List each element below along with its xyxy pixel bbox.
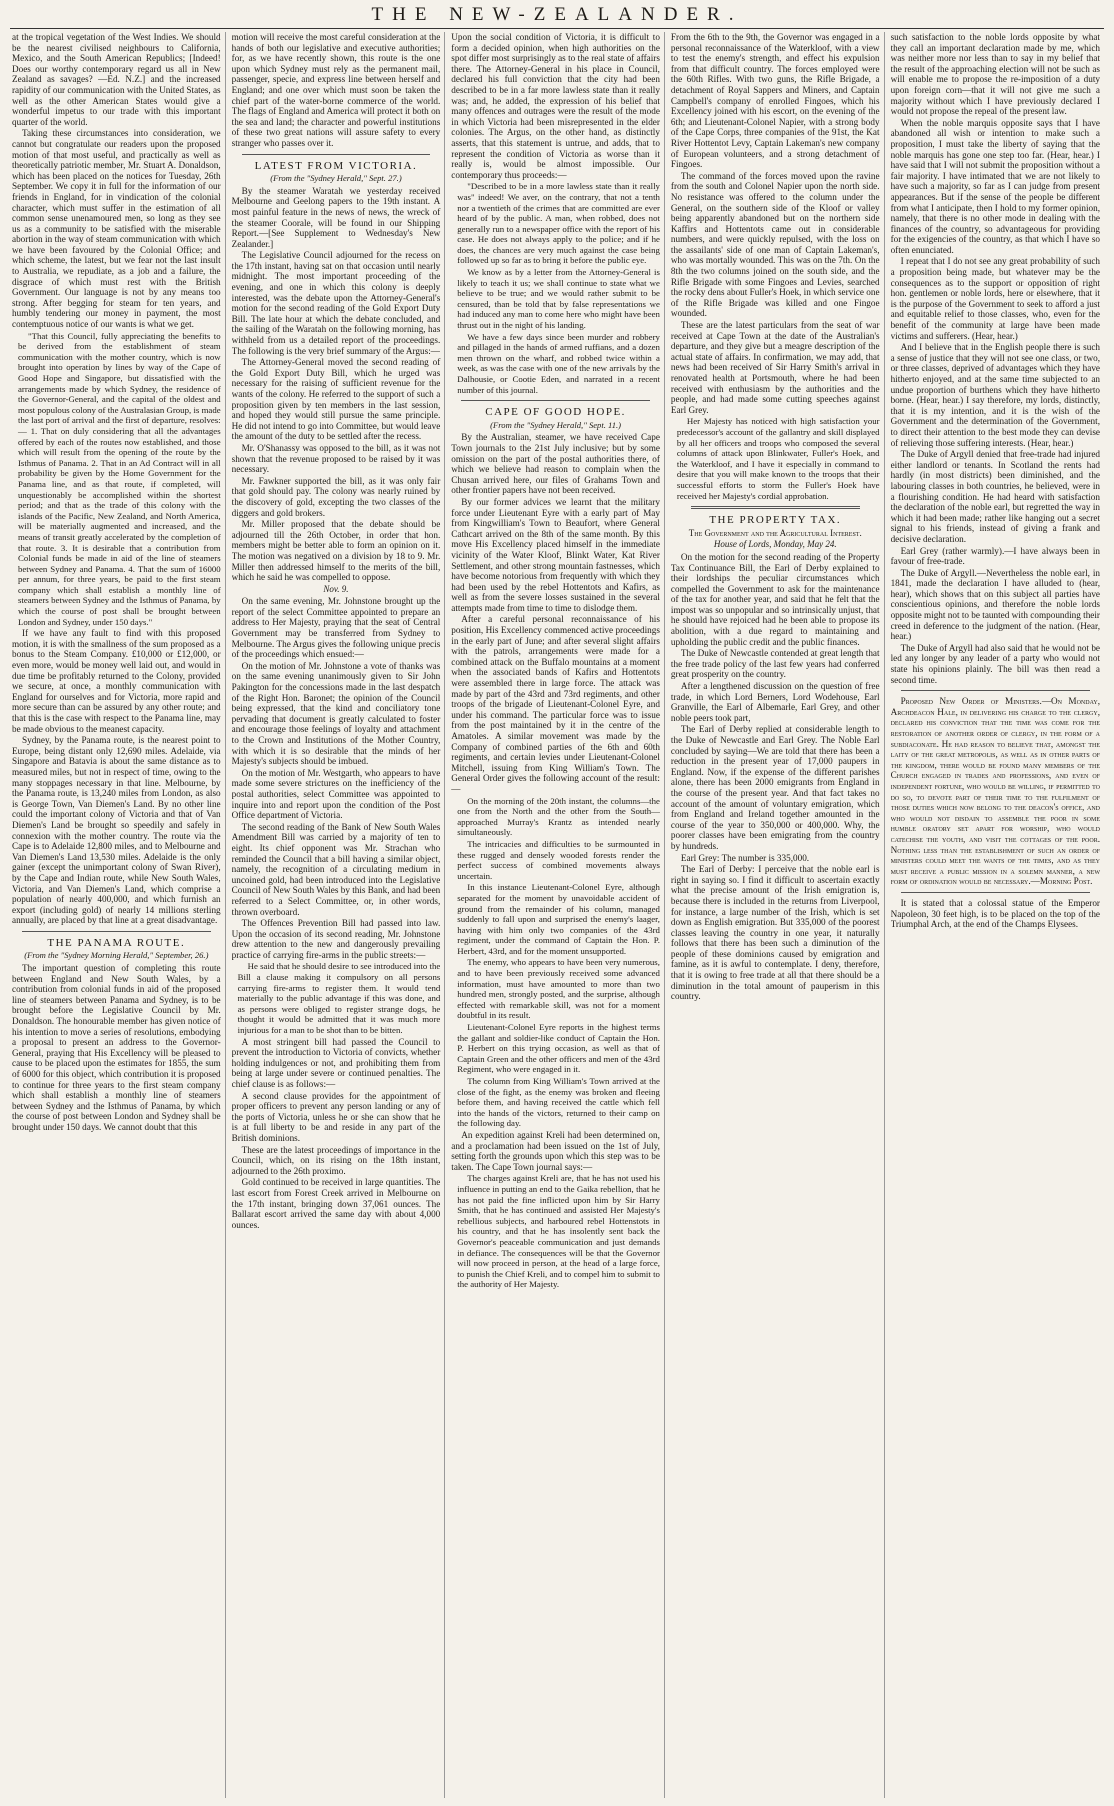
dateline: House of Lords, Monday, May 24. bbox=[713, 539, 837, 550]
paragraph: And I believe that in the English people there is such a sense of justice that they will not see one class, or two, or three classes, deprived of advantages which they have hitherto enjoyed, and at the same time subjected to an undue proportion of burthens which they have hitherto borne. (Hear, hear.) I say therefore, my lords, distinctly, that it is my intention, and it is the wish of the Government and the determination of the Government, to direct their attention to the best mode they can devise of relieving those suffering interests. (Hear, hear.) bbox=[890, 342, 1100, 448]
paragraph: Earl Grey (rather warmly).—I have always been in favour of free-trade. bbox=[890, 545, 1100, 567]
paragraph: Taking these circumstances into consideration, we cannot but congratulate our readers upon the proposed motion of that most useful, and practically as well as theoretically patriotic member, Mr. Stuart A. Donaldson, which has been placed on the notices for Tuesday, 26th September. We copy it in full for the information of our friends in England, for in vindication of the colonial character, which must suffer in the estimation of all common sense unenamoured men, so long as they see us as a community to be satisfied with the miserable abortion in the way of steam communication with which we have been favoured by the Colonial Office; and which scheme, the latest, but we fear not the last insult to Australia, we repudiate, as a job and a failure, the disgrace of which must rest with the British Government. Our language is not by any means too strong. After begging for steam for ten years, and humbly tendering our money in payment, the most contemptuous notice of our wants is what we get. bbox=[12, 128, 221, 330]
section-divider bbox=[691, 506, 860, 509]
paragraph: at the tropical vegetation of the West Indies. We should be the nearest civilised neighbours to California, Mexico, and the South American Republics; [Indeed! Does our worthy contemporary regard us all in New Zealand as savages? —Ed. N.Z.] and the increased rapidity of our communication with the United States, as well as the other American States would give a wonderful impetus to our trade with this important quarter of the world. bbox=[12, 32, 221, 127]
article-source: (From the "Sydney Herald," Sept. 11.) bbox=[490, 419, 622, 430]
paragraph: On the same evening, Mr. Johnstone brought up the report of the select Committee appointed to prepare an address to Her Majesty, praying that the seat of Central Government may be transferred from Sydney to Melbourne. The Argus gives the following unique precis of the proceedings which ensued:— bbox=[231, 596, 441, 660]
paragraph: The Attorney-General moved the second reading of the Gold Export Duty Bill, which he urged was necessary for the raising of sufficient revenue for the wants of the colony. He referred to the support of such a proposition given by ten members in the last session, and hoped they would still pursue the same principle. He did not intend to go into Committee, but would leave the amount of the duty to be settled after the recess. bbox=[231, 357, 441, 442]
paragraph: In this instance Lieutenant-Colonel Eyre, although separated for the moment by unavoidable accident of ground from the remainder of his column, managed suddenly to fall upon and surprised the enemy's laager, having with him only two companies of the 43rd regiment, under the command of Captain the Hon. P. Herbert, 43rd, and for the moment unsupported. bbox=[457, 882, 660, 956]
column-5 bbox=[891, 32, 1104, 1798]
paragraph: Earl Grey: The number is 335,000. bbox=[680, 852, 810, 863]
paragraph: From the 6th to the 9th, the Governor was engaged in a personal reconnaissance of the Waterkloof, with a view to test the enemy's strength, and effect his expulsion from that difficult country. The forces employed were the 60th Rifles. With two guns, the Rifle Brigade, a detachment of Royal Sappers and Miners, and Captain Campbell's company of enrolled Fingoes, which his Excellency joined with his escort, on the evening of the 6th; and Lieutenant-Colonel Napier, with a strong body of the Cape Corps, three companies of the 91st, the Kat River Hottentot Levy, Captain Lakeman's new company of European volunteers, and a strong detachment of Fingoes. bbox=[670, 32, 880, 170]
paragraph: After a lengthened discussion on the question of free trade, in which Lord Berners, Lord Wodehouse, Earl Granville, the Earl of Albemarle, Earl Grey, and other noble peers took part, bbox=[670, 681, 880, 723]
paragraph: On the motion of Mr. Johnstone a vote of thanks was on the same evening unanimously given to Sir John Pakington for the concessions made in the last despatch of the Right Hon. Baronet; the opinion of the Council being expressed, that the kind and conciliatory tone pervading that document is greatly calculated to foster and encourage those feelings of loyalty and attachment to the Crown and Institutions of the Mother Country, with which it is so desirable that the minds of her Majesty's subjects should be imbued. bbox=[231, 660, 441, 767]
paragraph: I repeat that I do not see any great probability of such a proposition being made, but whatever may be the consequences as to the support or opposition of right hon. gentlemen or noble lords, here or elsewhere, that it is the purpose of the Government to seek to afford a just and equitable relief to those classes, who, even for the benefit of the community at large have been made victims and sufferers. (Hear, hear.) bbox=[890, 256, 1100, 341]
column-4 bbox=[671, 32, 885, 1798]
paragraph: If we have any fault to find with this proposed motion, it is with the smallness of the sum proposed as a bonus to the Steam Company. £10,000 or £12,000, or even more, would be money well laid out, and would in due time be profitably returned to the Colony, provided we secure, at once, a monthly communication with England for ourselves and for Victoria, more rapid and more secure than can be assured by any other route; and that this is the case with respect to the Panama line, may be made obvious to the meanest capacity. bbox=[12, 628, 221, 734]
paragraph: After a careful personal reconnaissance of his position, His Excellency commenced active proceedings in the early part of June; and after several slight affairs with the patrols, arrangements were made for a combined attack on the Buffalo mountains at a moment when the associated bands of Kafirs and Hottentots were assembled there in large force. The attack was made by part of the 43rd and 73rd regiments, and other troops of the brigade of Lieutenant-Colonel Eyre, and under his command. The particular force was to issue from the post maintained by it in the centre of the Amatoles. A similar movement was made by the Company of combined parties of the 6th and 60th regiments, and certain levies under Lieutenant-Colonel Mitchell, issuing from King William's Town. The General Order gives the following account of the result:— bbox=[451, 614, 660, 794]
paragraph: Proposed New Order of Ministers.—On Monday, Archdeacon Hale, in delivering his charge to the clergy, declared his conviction that the time was come for the restoration of another order of clergy, in the form of a subdiaconate. He had reason to believe that, amongst the laity of the great metropolis, as well as in other parts of the kingdom, there would be found many members of the Church engaged in trades and professions, and even of independent fortune, who would be willing, if permitted to do so, to devote part of their time to the fulfilment of those duties which now belong to the deacon's office, and who would not disdain to assemble the poor in some humble oratory set apart for worship, who would catechise the youth, and visit the cottages of the poor. Nothing less than the establishment of such an order of ministers could meet the wants of the times, and as they must receive a public mission in a solemn manner, a new form of ordination would be necessary.—Morning Post. bbox=[890, 696, 1100, 887]
column-1 bbox=[12, 32, 226, 1798]
column-3 bbox=[451, 32, 665, 1798]
paragraph: Sydney, by the Panama route, is the nearest point to Europe, being distant only 12,690 miles. Adelaide, via Singapore and Batavia is about the same distance as to measured miles, but not in respect of time, owing to the many stoppages necessary in that line. Melbourne, by the Panama route, is 13,240 miles from London, as also is George Town, Van Diemen's Land. By no other line could the important colony of Victoria and that of Van Diemen's Land be brought so speedily and safely in connexion with the mother country. The route via the Cape is to Adelaide 12,800 miles, and to Melbourne and Van Diemen's Land 13,530 miles. Adelaide is the only gainer (except the unimportant colony of Swan River), by the Cape and Indian route, while New South Wales, Victoria, and Van Diemen's Land, which comprise a population of nearly 400,000, and which furnish an export (including gold) of nearly 14 millions sterling annually, are placed by that line at a great disadvantage. bbox=[12, 735, 221, 926]
paragraph: When the noble marquis opposite says that I have abandoned all wish or intention to make such a proposition, I must take the liberty of saying that the noble marquis has gone one step too far. (Hear, hear.) I have said that I will not submit the proposition without a fair majority. I have intimated that we are not likely to have such a majority, so far as I can judge from present appearances. But if the sense of the people be different from what I anticipate, then I hold to my former opinion, namely, that there is no other mode in dealing with the finances of the country, so advantageous for providing for the exigencies of the country, as that which I have so often enunciated. bbox=[890, 117, 1100, 255]
article-heading: LATEST FROM VICTORIA. bbox=[254, 159, 418, 172]
paragraph: These are the latest proceedings of importance in the Council, which, on its rising on the 18th instant, adjourned to the 26th proximo. bbox=[231, 1144, 441, 1176]
section-divider bbox=[901, 892, 1090, 893]
section-divider bbox=[242, 154, 431, 155]
masthead bbox=[0, 4, 1114, 26]
paragraph: The charges against Kreli are, that he has not used his influence in putting an end to the Gaika rebellion, that he has not paid the fine inflicted upon him by Sir Harry Smith, that he has continued and assisted Her Majesty's rebellious subjects, and harboured rebel Hottenstots in his country, and that he has insolently sent back the Governor's peaceable communication and just demands in defiance. The consequences will be that the Governor will now proceed in person, at the head of a large force, to punish the Chief Kreli, and to compel him to submit to the authority of Her Majesty. bbox=[457, 1173, 660, 1290]
dateline: Nov. 9. bbox=[323, 583, 349, 594]
paragraph: such satisfaction to the noble lords opposite by what they call an important declaration made by me, which was neither more nor less than to say in my belief that the result of the approaching election will not be such as will enable me to propose the re-imposition of a duty upon foreign corn—that it will not give me such a majority without which I have previously declared I would not propose the repeal of the present law. bbox=[890, 32, 1100, 117]
paragraph: Upon the social condition of Victoria, it is difficult to form a decided opinion, when high authorities on the spot differ most surprisingly as to the real state of affairs there. The Attorney-General in his place in Council, declared his full conviction that the city had been described to be in a far more lawless state than it really was; and, he added, the expression of his belief that many offences and outrages were the result of the mode in which Victoria had been misrepresented in the elder colonies. The Argus, on the other hand, as distinctly asserts, that this statement is untrue, and adds, that to represent the condition of Victoria as worse than it really is, would be almost impossible. Our contemporary thus proceeds:— bbox=[451, 32, 660, 180]
paragraph: By our former advices we learnt that the military force under Lieutenant Eyre with a early part of May from Kingwilliam's Town to Beaufort, where General Cathcart arrived on the 8th of the same month. By this move His Excellency placed himself in the immediate vicinity of the Water Kloof, Blinkt Water, Kat River Settlement, and other strong mountain fastnesses, which have become notorious from frequently with which they had been used by the rebel Hottentots and Kafirs, as well as from the severe losses sustained in the several attempts made from time to time to dislodge them. bbox=[451, 496, 660, 613]
paragraph: On the motion of Mr. Westgarth, who appears to have made some severe strictures on the inefficiency of the postal authorities, select Committee was appointed to inquire into and report upon the condition of the Post Office department of Victoria. bbox=[231, 767, 441, 821]
paragraph: Mr. O'Shanassy was opposed to the bill, as it was not shown that the revenue proposed to be raised by it was necessary. bbox=[231, 442, 441, 475]
paragraph: motion will receive the most careful consideration at the hands of both our legislative and executive authorities; for, as we have recently shown, this route is the one upon which Sydney must rely as the permanent mail, passenger, specie, and express line between herself and England; and one over which must soon be taken the chief part of the water-borne commerce of the world. The flags of England and America will protect it both on the sea and land; the character and powerful institutions of these two great nations will assure safety to every stranger who passes over it. bbox=[231, 32, 441, 148]
paragraph: On the motion for the second reading of the Property Tax Continuance Bill, the Earl of Derby explained to their lordships the peculiar circumstances which compelled the Government to ask for the maintenance of the tax for another year, and said that he felt that the impost was so unpopular and so intrinsically unjust, that he should have rejoiced had he been able to propose its abolition, with a due regard to maintaining and upholding the public credit and the public finances. bbox=[670, 551, 880, 647]
paragraph: He said that he should desire to see introduced into the Bill a clause making it compulsory on all persons carrying fire-arms to register them. It would tend materially to the public advantage if this was done, and as persons were obliged to register strange dogs, he thought it would be admitted that it was much more injurious for a man to be shot than to be bitten. bbox=[237, 961, 441, 1036]
paragraph: Her Majesty has noticed with high satisfaction your predecessor's account of the gallantry and skill displayed by all her officers and troops who composed the several columns of attack upon Blinkwater, Fuller's Hoek, and the Waterkloof, and I have it especially in command to desire that you will make known to the troops that their successful efforts to storm the Fuller's Hoek have received her Majesty's cordial approbation. bbox=[676, 416, 880, 501]
paragraph: The Earl of Derby replied at considerable length to the Duke of Newcastle and Earl Grey. The Noble Earl concluded by saying—We are told that there has been a reduction in the present year of 17,000 paupers in England. Now, if the expense of the different parishes alone, there has been 2000 emigrants from England in the course of the present year. And that fact takes no account of the amount of voluntary emigration, which from England and Ireland together amounted in the course of the year to 350,000 or 400,000. Why, the poorer classes have been emigrating from the country by hundreds. bbox=[670, 724, 880, 851]
paragraph: The Legislative Council adjourned for the recess on the 17th instant, having sat on that occasion until nearly midnight. The most important proceeding of the evening, and one in which this colony is deeply interested, was the debate upon the Attorney-General's motion for the second reading of the Gold Export Duty Bill. The late hour at which the debate concluded, and the sailing of the Waratah on the following morning, has withheld from us a detailed report of the proceedings. The following is the very brief summary of the Argus:— bbox=[231, 250, 441, 356]
paragraph: The Duke of Argyll.—Nevertheless the noble earl, in 1841, made the declaration I have alluded to (hear, hear), which shows that on this subject all parties have conscientious opinions, and therefore the noble lords opposite might not to be taunted with compounding their creed in deference to the judgment of the nation. (Hear, hear.) bbox=[890, 567, 1100, 642]
paragraph: The Offences Prevention Bill had passed into law. Upon the occasion of its second reading, Mr. Johnstone drew attention to the new and dangerously prevailing practice of carrying fire-arms in the public streets:— bbox=[231, 918, 441, 960]
article-subheading: The Government and the Agricultural Interest. bbox=[688, 527, 862, 538]
paragraph: "Described to be in a more lawless state than it really was" indeed! We aver, on the contrary, that not a tenth nor a twentieth of the crimes that are committed are ever heard of by the public. A man, when robbed, does not generally run to a newspaper office with the report of his case. He does not always apply to the police; and if he does, the chances are very much against the case being followed up so far as to bring it before the public eye. bbox=[457, 181, 660, 266]
columns bbox=[12, 32, 1104, 1798]
paragraph: Mr. Miller proposed that the debate should be adjourned till the 26th October, in order that hon. members might be better able to form an opinion on it. The motion was negatived on a division by 18 to 9. Mr. Miller then addressed himself to the merits of the bill, which he said he was compelled to oppose. bbox=[231, 519, 441, 583]
paragraph: The command of the forces moved upon the ravine from the south and Colonel Napier upon the north side. No resistance was offered to the column under the General, on the southern side of the Kloof or valley being apparently abandoned but on the northern side Kaffirs and Hottentots came out in considerable numbers, and were quickly repulsed, with the loss on the assailants' side of one man of Captain Lakeman's, who was mortally wounded. This was on the 7th. On the 8th the two columns joined on the south side, and the Rifle Brigade with some Fingoes and Levies, searched the rocky dens about Fuller's Hoek, in which service one of the Rifle Brigade was killed and one Fingoe wounded. bbox=[670, 170, 880, 319]
paragraph: "That this Council, fully appreciating the benefits to be derived from the establishment of steam communication with the mother country, which is now brought into operation by lines by way of the Cape of Good Hope and Singapore, but dissatisfied with the arrangements made by which Sydney, the residence of the Governor-General, and the capital of the oldest and most populous colony of the Australasian Group, is made the last port of arrival and the first of departure, resolves:— 1. That on duly considering that all the advantages offered by each of the routes now established, and those which will result from the opening of the route by the Isthmus of Panama. 2. That in an Ad Contract will in all probability be given by the Home Government for the Panama line, and as that route, if completed, will unquestionably be accomplished within the shortest period; and that as the trade of this colony with the islands of the Pacific, New Zealand, and North America, will be materially augmented and increased, and the means of transit greatly accelerated by the completion of that route. 3. It is desirable that a contribution from Colonial funds be made in aid of the line of steamers between Sydney and Panama. 4. That the sum of 16000 per annum, for three years, be paid to the first steam company which shall establish a monthly line of steamers between Sydney and the Isthmus of Panama, by which the course of post shall be brought between London and Sydney, under 150 days." bbox=[18, 330, 221, 627]
paragraph: A second clause provides for the appointment of proper officers to prevent any person landing or any of the ports of Victoria, unless he or she can show that he is at full liberty to be and reside in any part of the British dominions. bbox=[231, 1090, 441, 1143]
paragraph: The important question of completing this route between England and New South Wales, by a contribution from colonial funds in aid of the proposed line of steamers between Panama and Sydney, is to be brought before the Legislative Council by Mr. Donaldson. The honourable member has given notice of his intention to move a series of resolutions, embodying a proposal to present an address to the Governor-General, praying that His Excellency will be pleased to cause to be placed upon the estimates for 1855, the sum of 6000 for this object, which contribution it is proposed to continue for three years to the first steam company which shall establish a monthly line of steamers between Sydney and the Isthmus of Panama, by which the course of post between London and Sydney shall be brought under 150 days. We cannot doubt that this bbox=[12, 963, 221, 1132]
section-divider bbox=[461, 400, 650, 401]
paragraph: The Earl of Derby: I perceive that the noble earl is right in saying so. I find it difficult to ascertain exactly what the precise amount of the Irish emigration is, because there is included in the returns from Liverpool, for instance, a large number of the Irish, which is set down as English emigration. But 335,000 of the poorest classes leaving the country in one year, it naturally follows that there has been such a diminution of the people of these dominions caused by emigration and famine, as it is awful to contemplate. I deny, therefore, that it is owing to free trade at all that there should be a diminution in the total amount of pauperism in this country. bbox=[670, 864, 880, 1002]
paragraph: The intricacies and difficulties to be surmounted in these rugged and densely wooded forests render the perfect success of combined movements always uncertain. bbox=[457, 838, 660, 881]
paragraph: The column from King William's Town arrived at the close of the fight, as the enemy was broken and fleeing before them, and having received the cattle which fell into the hands of the victors, returned to their camp on the following day. bbox=[457, 1076, 660, 1129]
article-heading: THE PANAMA ROUTE. bbox=[47, 936, 186, 949]
newspaper-title: THE NEW-ZEALANDER. bbox=[371, 4, 743, 25]
paragraph: An expedition against Kreli had been determined on, and a proclamation had been issued on the 1st of July, setting forth the grounds upon which this step was to be taken. The Cape Town journal says:— bbox=[451, 1129, 660, 1172]
paragraph: We know as by a letter from the Attorney-General is likely to teach it us; we shall continue to state what we believe to be true; and we would rather submit to be censured, than be told that by false representations we had induced any man to come here who might have been thrust out in the night of his landing. bbox=[457, 267, 660, 331]
article-source: (From the "Sydney Morning Herald," September, 26.) bbox=[24, 950, 209, 961]
article-source: (From the "Sydney Herald," Sept. 27.) bbox=[270, 173, 402, 184]
paragraph: The enemy, who appears to have been very numerous, and to have been previously received some advanced information, must have amounted to more than two hundred men, strongly posted, and the surprise, although effected with remarkable skill, was not for a moment doubtful in its result. bbox=[457, 957, 660, 1021]
paragraph: The Duke of Newcastle contended at great length that the free trade policy of the last few years had conferred great prosperity on the country. bbox=[670, 648, 880, 680]
paragraph: By the Australian, steamer, we have received Cape Town journals to the 21st July inclusive; but by some omission on the part of the postal authorities there, of which we believe had reason to complain when the Chusan arrived here, our files of Grahams Town and other frontier papers have not been received. bbox=[451, 432, 660, 496]
paragraph: A most stringent bill had passed the Council to prevent the introduction to Victoria of convicts, whether holding indulgences or not, and prohibiting them from being at large under severe or continued penalties. The chief clause is as follows:— bbox=[231, 1036, 441, 1089]
article-heading: CAPE OF GOOD HOPE. bbox=[485, 406, 626, 419]
paragraph: The Duke of Argyll had also said that he would not be led any longer by any leader of a party who would not state his opinions plainly. The bill was then read a second time. bbox=[890, 642, 1100, 685]
section-divider bbox=[22, 931, 211, 932]
paragraph: It is stated that a colossal statue of the Emperor Napoleon, 30 feet high, is to be placed on the top of the Triumphal Arch, at the end of the Champs Elysees. bbox=[890, 897, 1100, 930]
article-heading: THE PROPERTY TAX. bbox=[709, 514, 842, 527]
paragraph: Gold continued to be received in large quantities. The last escort from Forest Creek arrived in Melbourne on the 17th instant, bringing down 37,061 ounces. The Ballarat escort arrived the same day with about 4,000 ounces. bbox=[231, 1177, 441, 1230]
paragraph: Lieutenant-Colonel Eyre reports in the highest terms the gallant and soldier-like conduct of Captain the Hon. P. Herbert on this trying occasion, as well as that of Captain Green and the other officers and men of the 43rd Regiment, who were engaged in it. bbox=[457, 1022, 660, 1075]
section-divider bbox=[901, 690, 1090, 691]
paragraph: The Duke of Argyll denied that free-trade had injured either landlord or tenants. In Scotland the rents had hardly (in most districts) been diminished, and the labouring classes in both countries, he believed, were in a flourishing condition. He had heard with satisfaction the declaration of the noble earl, but regretted the way in which it had been made; rather like hanging out a secret signal to his friends, instead of giving a frank and decisive declaration. bbox=[890, 449, 1100, 544]
paragraph: We have a few days since been murder and robbery and pillaged in the hands of armed ruffians, and a dozen men thrown on the wharf, and robbed twice within a week, as was the case with one of the new arrivals by the Dalhousie, or Cootie Eden, and narrated in a recent number of this journal. bbox=[457, 331, 660, 395]
paragraph: By the steamer Waratah we yesterday received Melbourne and Geelong papers to the 19th instant. A most painful feature in the news of news, the wreck of the steamer Coorale, will be found in our Shipping Report.—[See Supplement to Wednesday's New Zealander.] bbox=[231, 185, 441, 249]
paragraph: Mr. Fawkner supported the bill, as it was only fair that gold should pay. The colony was nearly ruined by the discovery of gold, excepting the two classes of the diggers and gold brokers. bbox=[231, 475, 441, 518]
paragraph: On the morning of the 20th instant, the columns—the one from the North and the other from the South—approached Murray's Krantz as intended nearly simultaneously. bbox=[457, 795, 660, 838]
column-2 bbox=[232, 32, 446, 1798]
paragraph: The second reading of the Bank of New South Wales Amendment Bill was carried by a majority of ten to eight. Its chief opponent was Mr. Strachan who reminded the Council that a bill having a similar object, namely, the recognition of a circulating medium in uncoined gold, had been introduced into the Legislative Council of New South Wales by this Bank, and had been referred to a Select Committee, or, in other words, thrown overboard. bbox=[231, 821, 441, 917]
masthead-rule bbox=[10, 28, 1104, 29]
paragraph: These are the latest particulars from the seat of war received at Cape Town at the date of the Australian's departure, and they give but a meagre description of the actual state of affairs. In confirmation, we may add, that news had been received of Sir Harry Smith's arrival in renovated health at Portsmouth, where he had been received with enthusiasm by the authorities and the people, and had made some cutting speeches against Earl Grey. bbox=[670, 320, 880, 415]
